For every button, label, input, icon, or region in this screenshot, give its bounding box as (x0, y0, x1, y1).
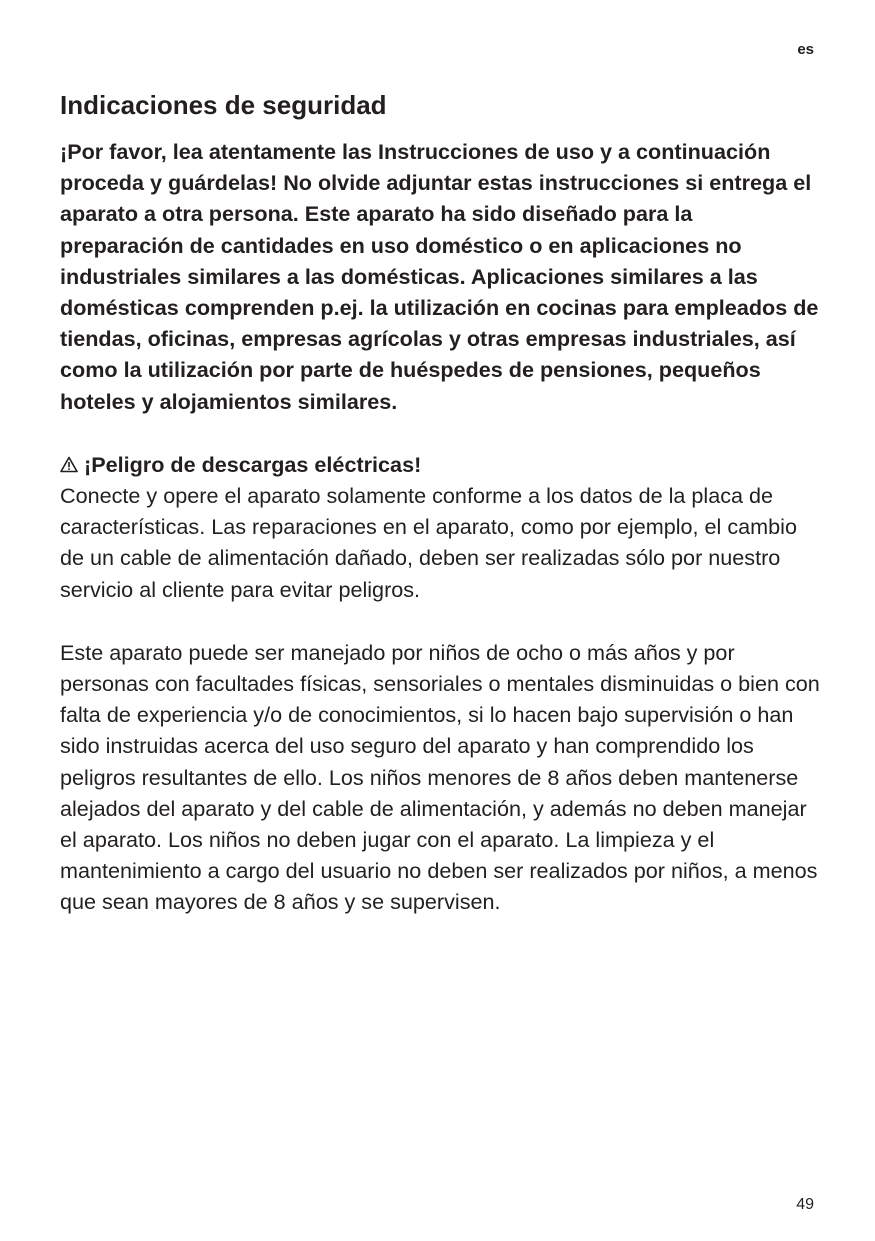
warning-heading-line (60, 449, 820, 480)
electric-shock-warning (60, 449, 820, 605)
warning-triangle-icon (60, 449, 78, 480)
language-tag: es (797, 41, 814, 58)
children-paragraph: Este aparato puede ser manejado por niños de ocho o más años y por personas con facultades físicas, sensoriales o mentales disminuidas o bien con falta de experiencia y/o de conocimientos, si lo hacen bajo supervisión o han sido instruidas acerca del uso seguro del aparato y han comprendido los peligros resultantes de ello. Los niños menores de 8 años deben mantenerse alejados del aparato y del cable de alimentación, y además no deben manejar el aparato. Los niños no deben jugar con el aparato. La limpieza y el mantenimiento a cargo del usuario no deben ser realizados por niños, a menos que sean mayores de 8 años y se supervisen. (60, 639, 820, 915)
warning-heading: ¡Peligro de descargas eléctricas! (84, 451, 422, 477)
safety-section (60, 88, 820, 918)
section-title: Indicaciones de seguridad (60, 90, 387, 120)
intro-paragraph: ¡Por favor, lea atentamente las Instrucciones de uso y a continuación proceda y guárdelas! No olvide adjuntar estas instrucciones si entrega el aparato a otra persona. Este aparato ha sido diseñado para la preparación de cantidades en uso doméstico o en aplicaciones no industriales similares a las domésticas. Aplicaciones similares a las domésticas comprenden p.ej. la utilización en cocinas para empleados de tiendas, oficinas, empresas agrícolas y otras empresas industriales, así como la utilización por parte de huéspedes de pensiones, pequeños hoteles y alojamientos similares. (60, 139, 819, 414)
warning-text: Conecte y opere el aparato solamente conforme a los datos de la placa de características. Las reparaciones en el aparato, como por ejemplo, el cambio de un cable de alimentación dañado, deben ser realizadas sólo por nuestro servicio al cliente para evitar peligros. (60, 483, 797, 602)
page-number: 49 (796, 1196, 814, 1213)
